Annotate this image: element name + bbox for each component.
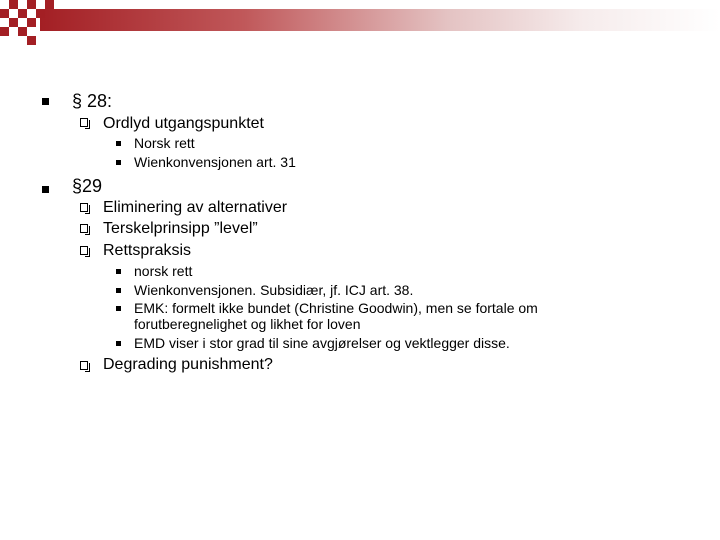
- checkbox-bullet-icon: [80, 361, 88, 370]
- bullet-level3: norsk rett: [134, 263, 193, 279]
- decor-square: [0, 27, 9, 36]
- small-square-bullet-icon: [116, 269, 121, 274]
- bullet-level3: EMK: formelt ikke bundet (Christine Goodwin), men se fortale om: [134, 300, 538, 316]
- decor-square: [9, 18, 18, 27]
- bullet-level3: Wienkonvensjonen art. 31: [134, 154, 296, 170]
- small-square-bullet-icon: [116, 288, 121, 293]
- checkbox-bullet-icon: [80, 246, 88, 255]
- decor-square: [36, 9, 45, 18]
- checkbox-bullet-icon: [80, 203, 88, 212]
- bullet-level2: Rettspraksis: [103, 242, 192, 259]
- decor-square: [0, 9, 9, 18]
- small-square-bullet-icon: [116, 341, 121, 346]
- bullet-level1: § 28:: [72, 91, 113, 111]
- bullet-level2: Eliminering av alternativer: [103, 199, 288, 216]
- bullet-level2: Terskelprinsipp ”level”: [103, 220, 258, 237]
- bullet-level1: §29: [72, 176, 103, 196]
- decor-square: [18, 27, 27, 36]
- square-bullet-icon: [42, 98, 49, 105]
- decor-square: [27, 18, 36, 27]
- decor-square: [27, 0, 36, 9]
- bullet-level3: Norsk rett: [134, 135, 195, 151]
- small-square-bullet-icon: [116, 141, 121, 146]
- bullet-level2: Degrading punishment?: [103, 356, 273, 373]
- decor-square: [27, 36, 36, 45]
- decor-square: [18, 9, 27, 18]
- decor-square: [45, 0, 54, 9]
- header-gradient-bar: [40, 9, 720, 31]
- decor-square: [9, 0, 18, 9]
- square-bullet-icon: [42, 186, 49, 193]
- small-square-bullet-icon: [116, 306, 121, 311]
- bullet-level3: Wienkonvensjonen. Subsidiær, jf. ICJ art. 38.: [134, 282, 414, 298]
- checkbox-bullet-icon: [80, 118, 88, 127]
- checkbox-bullet-icon: [80, 224, 88, 233]
- small-square-bullet-icon: [116, 160, 121, 165]
- bullet-level2: Ordlyd utgangspunktet: [103, 115, 264, 132]
- bullet-level3: EMD viser i stor grad til sine avgjørelser og vektlegger disse.: [134, 335, 510, 351]
- bullet-level3-continuation: forutberegnelighet og likhet for loven: [134, 316, 361, 332]
